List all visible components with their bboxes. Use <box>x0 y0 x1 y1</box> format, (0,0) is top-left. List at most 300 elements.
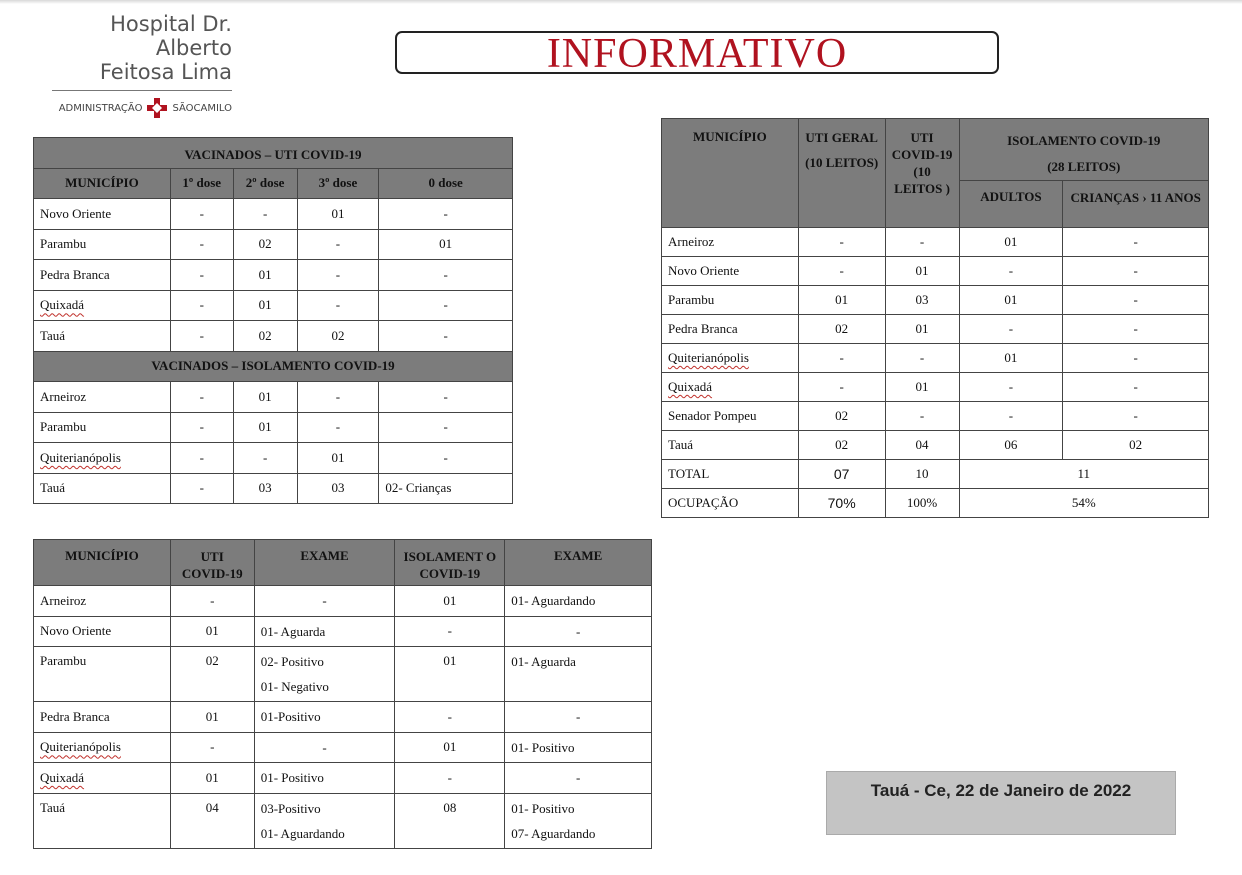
value-cell-text: - <box>335 236 341 252</box>
table-row <box>662 402 1209 431</box>
ocupacao-uti-geral: 70% <box>798 489 885 518</box>
exame-uti-cell <box>254 793 395 848</box>
municipio-cell <box>34 321 171 352</box>
column-header: 2º dose <box>233 168 297 199</box>
exame-line: 01- Aguardando <box>260 825 345 841</box>
occupancy-table <box>661 118 1209 518</box>
isolamento-cell <box>395 793 505 848</box>
municipio-cell <box>34 229 171 260</box>
municipio-cell <box>662 286 799 315</box>
total-label: TOTAL <box>662 460 799 489</box>
exame-line: 01- Aguarda <box>511 654 576 669</box>
value-cell-text: - <box>335 266 341 282</box>
municipio-cell-text: Pedra Branca <box>40 708 110 724</box>
value-cell <box>170 199 233 230</box>
municipio-cell <box>34 290 171 321</box>
ocupacao-label: OCUPAÇÃO <box>662 489 799 518</box>
municipio-cell-text: Novo Oriente <box>40 205 112 221</box>
ocupacao-isolamento: 54% <box>959 489 1208 518</box>
value-cell-text: - <box>335 388 341 404</box>
value-cell <box>297 382 379 413</box>
total-isolamento: 11 <box>959 460 1208 489</box>
exame-uti-cell <box>254 647 395 702</box>
exame-iso-cell <box>505 647 652 702</box>
value-cell <box>1063 431 1209 460</box>
value-cell-text: 02 <box>835 408 849 423</box>
table-row <box>662 373 1209 402</box>
value-cell-text: - <box>1133 350 1138 365</box>
municipio-cell-text: Quiterianópolis <box>668 350 749 365</box>
table-row <box>34 702 652 733</box>
value-cell-text: - <box>919 234 925 249</box>
value-cell <box>798 431 885 460</box>
value-cell-text: 01 <box>915 379 929 394</box>
value-cell-text: - <box>919 350 925 365</box>
exame-line: - <box>575 623 581 639</box>
isolamento-cell <box>395 763 505 794</box>
value-cell-text: - <box>199 266 204 282</box>
value-cell-text: - <box>443 419 448 435</box>
value-cell <box>233 412 297 443</box>
occupancy-adultos-header: ADULTOS <box>959 181 1063 228</box>
value-cell-text: 01 <box>258 266 272 282</box>
value-cell-text: - <box>839 263 844 278</box>
exame-iso-cell <box>505 793 652 848</box>
municipio-cell <box>34 443 171 474</box>
value-cell <box>297 473 379 504</box>
municipio-cell <box>662 315 799 344</box>
municipio-cell <box>34 647 171 702</box>
value-cell <box>1063 257 1209 286</box>
municipio-cell-text: Quixadá <box>40 769 85 785</box>
value-cell <box>1063 373 1209 402</box>
exame-line: - <box>322 739 327 755</box>
isolamento-cell-text: - <box>447 769 453 785</box>
value-cell <box>798 228 885 257</box>
municipio-cell <box>662 344 799 373</box>
exame-line: 01- Positivo <box>260 770 324 786</box>
value-cell <box>959 402 1063 431</box>
value-cell-text: - <box>1133 234 1138 249</box>
value-cell <box>885 373 959 402</box>
uti-cell-text: - <box>210 739 215 755</box>
municipio-cell <box>662 228 799 257</box>
uti-cell-text: 01 <box>205 623 219 639</box>
value-cell-text: 01 <box>331 449 345 465</box>
value-cell <box>170 443 233 474</box>
value-cell <box>297 443 379 474</box>
value-cell-text: 02 <box>258 327 272 343</box>
isolamento-cell-text: 01 <box>443 592 457 608</box>
value-cell-text: - <box>1133 379 1138 394</box>
value-cell <box>297 199 379 230</box>
municipio-cell-text: Quixadá <box>668 379 713 394</box>
value-cell-text: 01 <box>915 321 929 336</box>
exame-line: - <box>575 770 581 786</box>
municipio-cell <box>34 732 171 763</box>
value-cell <box>798 373 885 402</box>
value-cell <box>170 260 233 291</box>
logo-brand: SÃOCAMILO <box>172 102 232 114</box>
exame-line: 01-Positivo <box>260 709 321 725</box>
value-cell-text: - <box>1008 263 1014 278</box>
value-cell <box>1063 315 1209 344</box>
value-cell-text: - <box>1133 321 1138 336</box>
municipio-cell-text: Novo Oriente <box>668 263 740 278</box>
value-cell <box>379 473 513 504</box>
exame-uti-cell <box>254 702 395 733</box>
exame-uti-cell <box>254 616 395 647</box>
table-row <box>34 793 652 848</box>
municipio-cell <box>34 412 171 443</box>
value-cell <box>959 228 1063 257</box>
date-note: Tauá - Ce, 22 de Janeiro de 2022 <box>826 771 1176 835</box>
table-row <box>662 431 1209 460</box>
municipio-cell <box>34 793 171 848</box>
exame-line: 01- Positivo <box>511 800 575 816</box>
occupancy-uti-geral-header <box>798 119 885 228</box>
logo-line-2: Feitosa Lima <box>99 60 232 84</box>
column-header: 0 dose <box>379 168 513 199</box>
table-row <box>662 315 1209 344</box>
municipio-cell-text: Parambu <box>40 653 87 668</box>
value-cell-text: - <box>335 297 341 313</box>
exame-line: 01- Negativo <box>260 679 329 694</box>
value-cell <box>959 431 1063 460</box>
value-cell-text: 02 <box>258 236 272 252</box>
value-cell-text: - <box>839 379 844 394</box>
value-cell <box>233 473 297 504</box>
value-cell <box>885 402 959 431</box>
isolamento-cell-text: 01 <box>443 653 457 668</box>
column-header: EXAME <box>254 540 395 586</box>
column-header: EXAME <box>505 540 652 586</box>
value-cell-text: 02 <box>835 321 849 336</box>
uti-cell <box>170 616 254 647</box>
value-cell-text: 01 <box>1004 234 1018 249</box>
value-cell <box>885 344 959 373</box>
title-box <box>395 31 999 77</box>
value-cell-text: 01 <box>439 236 453 252</box>
occupancy-rate-row <box>662 489 1209 518</box>
value-cell <box>170 473 233 504</box>
ocupacao-uti-covid: 100% <box>885 489 959 518</box>
value-cell-text: 02 <box>835 437 849 452</box>
value-cell <box>885 286 959 315</box>
column-header: MUNICÍPIO <box>34 168 171 199</box>
value-cell-text: - <box>1008 379 1014 394</box>
logo-admin <box>40 97 240 119</box>
value-cell-text: 03 <box>258 480 272 496</box>
value-cell <box>233 382 297 413</box>
sao-camilo-cross-icon <box>146 97 168 119</box>
uti-cell-text: 02 <box>205 653 219 668</box>
value-cell-text: 01 <box>258 419 272 435</box>
table-row <box>662 344 1209 373</box>
table-row <box>34 443 513 474</box>
value-cell-text: - <box>199 449 204 465</box>
exame-line: 03-Positivo <box>260 800 321 816</box>
vaccinated-uti-title: VACINADOS – UTI COVID-19 <box>34 138 513 169</box>
exame-iso-cell <box>505 732 652 763</box>
value-cell <box>170 412 233 443</box>
value-cell-text: - <box>199 388 204 404</box>
municipio-cell-text: Senador Pompeu <box>668 408 757 423</box>
value-cell-text: - <box>1133 292 1138 307</box>
isolamento-sub: (28 LEITOS) <box>1047 159 1121 174</box>
municipio-cell <box>34 473 171 504</box>
value-cell-text: - <box>443 449 448 465</box>
value-cell <box>233 199 297 230</box>
value-cell-text: 01 <box>331 205 345 221</box>
municipio-cell-text: Pedra Branca <box>40 266 110 282</box>
value-cell <box>959 344 1063 373</box>
exame-uti-cell <box>254 586 395 617</box>
value-cell <box>798 402 885 431</box>
municipio-cell <box>34 586 171 617</box>
value-cell <box>1063 286 1209 315</box>
table-row <box>34 260 513 291</box>
exams-table <box>33 539 652 849</box>
municipio-cell-text: Parambu <box>668 292 715 307</box>
exame-line: - <box>575 709 581 725</box>
municipio-cell-text: Tauá <box>40 799 66 815</box>
value-cell-text: - <box>1008 408 1014 423</box>
municipio-cell-text: Arneiroz <box>40 388 87 404</box>
value-cell-text: - <box>443 388 448 404</box>
value-cell <box>379 443 513 474</box>
exame-line: 01- Positivo <box>511 739 575 755</box>
value-cell-text: 03 <box>915 292 929 307</box>
value-cell <box>1063 344 1209 373</box>
vaccinated-iso-body <box>34 382 513 504</box>
exame-line: 07- Aguardando <box>511 825 596 841</box>
value-cell <box>297 321 379 352</box>
value-cell <box>798 257 885 286</box>
value-cell <box>1063 228 1209 257</box>
exame-line: 02- Positivo <box>260 654 324 669</box>
hospital-logo <box>40 12 240 119</box>
municipio-cell-text: Arneiroz <box>40 592 87 608</box>
column-header: 1º dose <box>170 168 233 199</box>
municipio-cell <box>662 402 799 431</box>
municipio-cell <box>34 616 171 647</box>
top-shade <box>0 0 1242 4</box>
municipio-cell-text: Parambu <box>40 419 87 435</box>
value-cell-text: 01 <box>258 297 272 313</box>
municipio-cell <box>34 763 171 794</box>
value-cell-text: - <box>839 350 844 365</box>
value-cell <box>379 321 513 352</box>
value-cell-text: 03 <box>331 480 345 496</box>
uti-cell-text: 01 <box>205 708 219 724</box>
value-cell-text: 01 <box>915 263 929 278</box>
municipio-cell-text: Novo Oriente <box>40 623 112 639</box>
vaccinated-iso-title-row <box>34 351 513 382</box>
value-cell-text: - <box>199 419 204 435</box>
municipio-cell-text: Quiterianópolis <box>40 449 121 465</box>
column-header: ISOLAMENT O COVID-19 <box>395 540 505 586</box>
isolamento-cell <box>395 616 505 647</box>
value-cell-text: - <box>199 480 204 496</box>
uti-cell <box>170 732 254 763</box>
logo-divider <box>52 90 232 91</box>
exame-iso-cell <box>505 616 652 647</box>
table-row <box>34 199 513 230</box>
value-cell <box>379 412 513 443</box>
table-row <box>34 586 652 617</box>
uti-geral-label: UTI GERAL <box>805 130 878 145</box>
column-header: 3º dose <box>297 168 379 199</box>
value-cell-text: - <box>199 205 204 221</box>
value-cell <box>959 315 1063 344</box>
occupancy-uti-covid-header: UTI COVID-19 (10 LEITOS ) <box>885 119 959 228</box>
value-cell <box>885 228 959 257</box>
exame-line: 01- Aguardando <box>511 593 596 609</box>
value-cell <box>233 229 297 260</box>
table-row <box>34 473 513 504</box>
municipio-cell-text: Quiterianópolis <box>40 739 121 755</box>
column-header: MUNICÍPIO <box>34 540 171 586</box>
value-cell-text: 01 <box>835 292 849 307</box>
table-row <box>34 229 513 260</box>
value-cell <box>798 315 885 344</box>
exame-line: - <box>322 593 327 609</box>
value-cell <box>379 229 513 260</box>
value-cell-text: - <box>1133 263 1138 278</box>
table-row <box>662 286 1209 315</box>
value-cell-text: - <box>443 327 448 343</box>
municipio-cell-text: Tauá <box>668 437 694 452</box>
isolamento-label: ISOLAMENTO COVID-19 <box>1007 133 1161 148</box>
value-cell <box>379 290 513 321</box>
occupancy-total-row <box>662 460 1209 489</box>
occupancy-criancas-header: CRIANÇAS › 11 ANOS <box>1063 181 1209 228</box>
municipio-cell <box>662 257 799 286</box>
occupancy-body <box>662 228 1209 460</box>
isolamento-cell <box>395 732 505 763</box>
uti-cell-text: - <box>210 592 215 608</box>
exame-iso-cell <box>505 586 652 617</box>
value-cell-text: - <box>919 408 925 423</box>
value-cell <box>959 286 1063 315</box>
vaccinated-uti-body <box>34 199 513 352</box>
value-cell-text: - <box>199 327 204 343</box>
value-cell <box>170 382 233 413</box>
isolamento-cell-text: 01 <box>443 739 457 755</box>
value-cell-text: - <box>443 297 448 313</box>
value-cell <box>885 257 959 286</box>
value-cell <box>297 412 379 443</box>
uti-cell-text: 04 <box>205 799 219 815</box>
exams-body <box>34 586 652 849</box>
value-cell-text: - <box>1008 321 1014 336</box>
municipio-cell <box>34 260 171 291</box>
uti-cell <box>170 647 254 702</box>
logo-admin-label: ADMINISTRAÇÃO <box>58 102 143 114</box>
table-row <box>34 382 513 413</box>
value-cell-text: 01 <box>258 388 272 404</box>
occupancy-municipio-header: MUNICÍPIO <box>662 119 799 228</box>
value-cell-text: - <box>335 419 341 435</box>
value-cell <box>170 321 233 352</box>
table-row <box>34 616 652 647</box>
column-header: UTI COVID-19 <box>170 540 254 586</box>
value-cell <box>297 290 379 321</box>
municipio-cell-text: Pedra Branca <box>668 321 738 336</box>
table-row <box>34 412 513 443</box>
value-cell-text: 02- Crianças <box>385 480 452 496</box>
table-row <box>34 321 513 352</box>
value-cell-text: - <box>443 266 448 282</box>
uti-cell <box>170 793 254 848</box>
municipio-cell-text: Tauá <box>40 480 66 496</box>
table-row <box>34 732 652 763</box>
value-cell <box>233 290 297 321</box>
table-row <box>34 290 513 321</box>
municipio-cell-text: Quixadá <box>40 297 85 313</box>
value-cell <box>885 431 959 460</box>
uti-cell-text: 01 <box>205 769 219 785</box>
vaccinated-uti-title-row <box>34 138 513 169</box>
value-cell-text: - <box>443 205 448 221</box>
value-cell <box>1063 402 1209 431</box>
value-cell-text: - <box>199 297 204 313</box>
value-cell-text: 04 <box>915 437 929 452</box>
municipio-cell <box>34 199 171 230</box>
municipio-cell <box>662 373 799 402</box>
value-cell <box>233 260 297 291</box>
exams-header-row <box>34 540 652 586</box>
municipio-cell <box>34 702 171 733</box>
value-cell <box>170 290 233 321</box>
uti-geral-sub: (10 LEITOS) <box>805 155 879 170</box>
value-cell-text: - <box>199 236 204 252</box>
table-row <box>662 257 1209 286</box>
exame-iso-cell <box>505 763 652 794</box>
value-cell-text: 02 <box>1129 437 1143 452</box>
total-uti-geral: 07 <box>798 460 885 489</box>
municipio-cell-text: Arneiroz <box>668 234 715 249</box>
value-cell-text: - <box>1133 408 1138 423</box>
value-cell <box>959 373 1063 402</box>
isolamento-cell <box>395 586 505 617</box>
value-cell <box>959 257 1063 286</box>
occupancy-isolamento-header <box>959 119 1208 181</box>
isolamento-cell <box>395 702 505 733</box>
total-uti-covid: 10 <box>885 460 959 489</box>
isolamento-cell-text: 08 <box>443 799 457 815</box>
municipio-cell <box>662 431 799 460</box>
isolamento-cell-text: - <box>447 708 453 724</box>
value-cell <box>798 344 885 373</box>
value-cell <box>297 229 379 260</box>
value-cell-text: - <box>262 205 268 221</box>
isolamento-cell <box>395 647 505 702</box>
value-cell <box>885 315 959 344</box>
municipio-cell-text: Parambu <box>40 236 87 252</box>
value-cell-text: - <box>839 234 844 249</box>
value-cell <box>297 260 379 291</box>
page-title: INFORMATIVO <box>546 31 848 77</box>
value-cell <box>798 286 885 315</box>
exame-uti-cell <box>254 763 395 794</box>
logo-line-1: Hospital Dr. Alberto <box>110 12 232 60</box>
value-cell-text: - <box>262 449 268 465</box>
uti-cell <box>170 586 254 617</box>
value-cell <box>379 260 513 291</box>
value-cell-text: 01 <box>1004 292 1018 307</box>
